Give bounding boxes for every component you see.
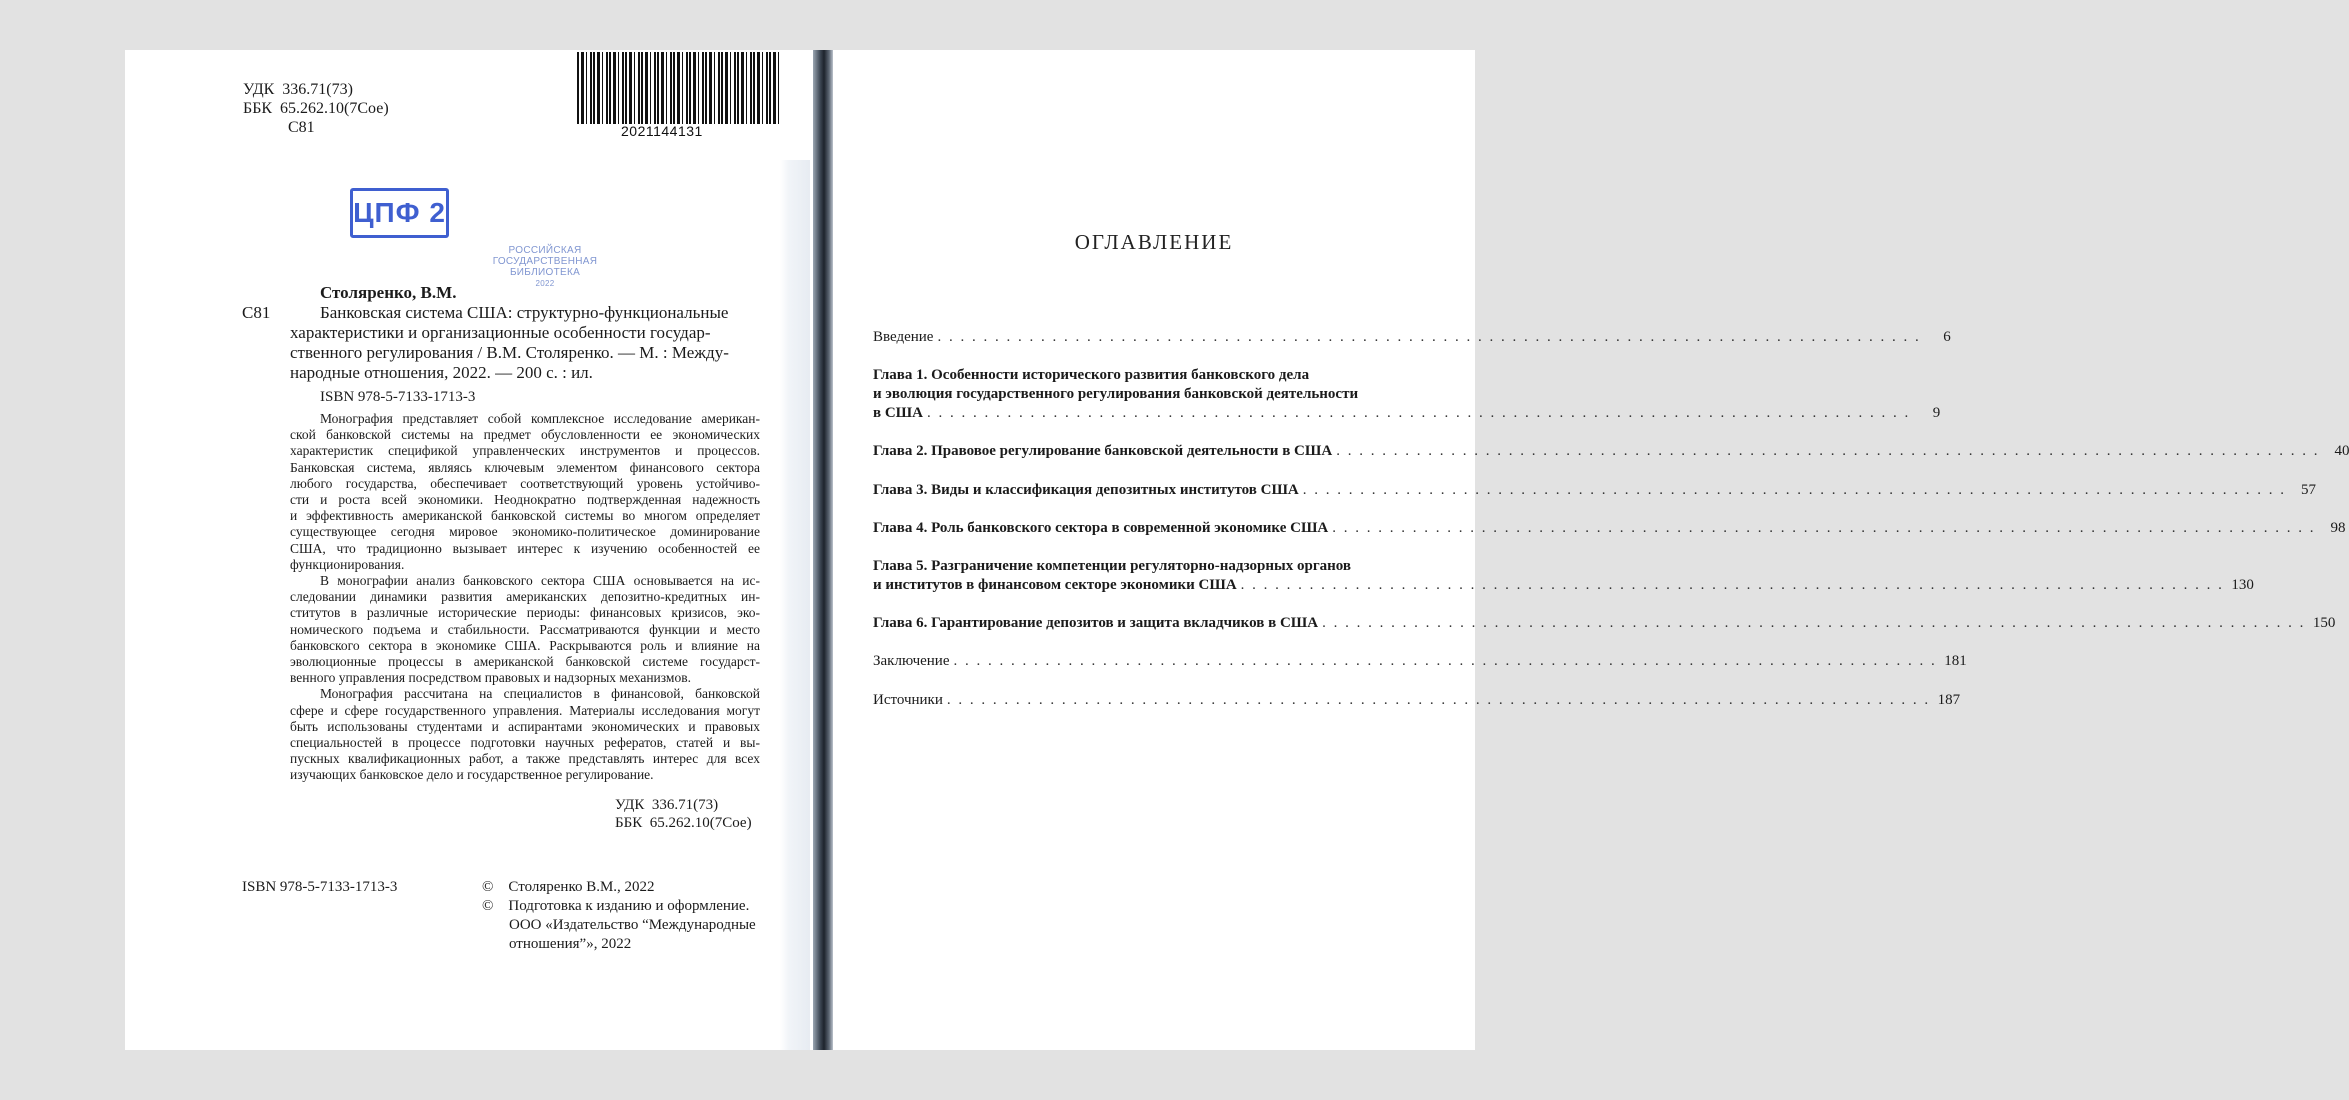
toc-page-number: 98 — [2330, 520, 2346, 536]
toc-page-number: 9 — [1932, 405, 1941, 421]
contents-title: ОГЛАВЛЕНИЕ — [1074, 230, 1234, 254]
abstract-line: ской банковской системы на предмет обусловленности ее экономических — [290, 427, 760, 443]
toc-entry-title-line: Глава 1. Особенности исторического развития банковского дела — [873, 367, 1310, 383]
toc-entry — [873, 442, 2349, 461]
toc-page-number: 40 — [2334, 443, 2349, 459]
toc-entry — [873, 691, 1961, 710]
cpf-stamp: ЦПФ 2 — [350, 188, 449, 238]
abstract-line: Банковская система, являясь ключевым элементом финансового сектора — [290, 459, 760, 475]
toc-leader-dots: . . . . . . . . . . . . . . . . . . . . . . . . . . . . . . . . . . . . . . . . . . . . . . . . . . . . . . . . . . . . . . . . . . . . . . . . . . . . . . . . . . . . . . — [1336, 443, 2320, 459]
toc-leader-dots: . . . . . . . . . . . . . . . . . . . . . . . . . . . . . . . . . . . . . . . . . . . . . . . . . . . . . . . . . . . . . . . . . . . . . . . . . . . . . . . . . . . . . . — [953, 653, 1937, 669]
toc-leader-dots: . . . . . . . . . . . . . . . . . . . . . . . . . . . . . . . . . . . . . . . . . . . . . . . . . . . . . . . . . . . . . . . . . . . . . . . . . . . . . . . . . . . . . . — [946, 692, 1931, 708]
abstract-line: любого государства, обеспечивает соответствующий уровень устойчиво- — [290, 475, 760, 491]
toc-leader-dots: . . . . . . . . . . . . . . . . . . . . . . . . . . . . . . . . . . . . . . . . . . . . . . . . . . . . . . . . . . . . . . . . . . . . . . . . . . . . . . . . . . . . . . — [1332, 520, 2316, 536]
toc-leader-dots: . . . . . . . . . . . . . . . . . . . . . . . . . . . . . . . . . . . . . . . . . . . . . . . . . . . . . . . . . . . . . . . . . . . . . . . . . . . . . . . . . . . . . . — [1240, 577, 2224, 593]
toc-entry — [873, 652, 1967, 671]
abstract-line: В монографии анализ банковского сектора США основывается на ис- — [320, 573, 760, 589]
copyright-page — [125, 50, 813, 1050]
abstract — [290, 411, 760, 784]
copyright-author: Столяренко В.М., 2022 — [508, 879, 655, 895]
toc-page-number: 150 — [2312, 615, 2336, 631]
toc-leader-dots: . . . . . . . . . . . . . . . . . . . . . . . . . . . . . . . . . . . . . . . . . . . . . . . . . . . . . . . . . . . . . . . . . . . . . . . . . . . . . . . . . . . . . . — [937, 329, 1921, 345]
copyright-sign: © — [482, 879, 494, 895]
barcode-bars — [577, 52, 782, 124]
toc-entry — [873, 481, 2316, 500]
toc-entry-title: Глава 3. Виды и классификация депозитных институтов США — [873, 482, 1299, 498]
isbn-line: ISBN 978-5-7133-1713-3 — [320, 389, 476, 405]
bib-line: Банковская система США: структурно-функциональные — [320, 303, 729, 322]
toc-page-number: 130 — [2231, 577, 2254, 593]
toc-entry-line — [873, 691, 1961, 710]
abstract-line: эволюционные процессы в американской банковской системе государст- — [290, 654, 760, 670]
bbk-bottom — [615, 814, 752, 833]
toc-entry-title: Глава 6. Гарантирование депозитов и защита вкладчиков в США — [873, 615, 1319, 631]
udk-label: УДК — [615, 797, 645, 813]
contents-page — [833, 50, 2349, 1050]
bib-line: народные отношения, 2022. — 200 с. : ил. — [290, 363, 593, 382]
abstract-line: Монография представляет собой комплексное исследование американ- — [320, 411, 760, 426]
abstract-line: функционирования. — [290, 556, 405, 572]
udk-value: 336.71(73) — [651, 797, 719, 813]
library-stamp-line: 2022 — [535, 279, 555, 288]
udk-bottom — [615, 796, 718, 815]
abstract-line: ститутов в различные исторические периоды: финансовых кризисов, эко- — [290, 605, 760, 621]
abstract-line: изучающих банковское дело и государственное регулирование. — [290, 767, 654, 783]
bbk-label: ББК — [243, 100, 273, 117]
bib-line: характеристики и организационные особенности государ- — [290, 323, 711, 342]
copyright-line — [482, 878, 756, 897]
abstract-line: сти и роста всей экономики. Неоднократно подтвержденная надежность — [290, 492, 760, 508]
toc-entry-title: Заключение — [873, 653, 950, 669]
abstract-line: венного управления посредством правовых и надзорных механизмов. — [290, 670, 691, 686]
abstract-line: следовании динамики развития американских депозитно-кредитных ин- — [290, 589, 760, 605]
toc-leader-dots: . . . . . . . . . . . . . . . . . . . . . . . . . . . . . . . . . . . . . . . . . . . . . . . . . . . . . . . . . . . . . . . . . . . . . . . . . . . . . . . . . . . . . . — [1302, 482, 2286, 498]
toc-page-number: 187 — [1937, 692, 1961, 708]
toc-entry-line — [873, 328, 1951, 347]
abstract-line: существующее сегодня мировое экономико-политическое доминирование — [290, 524, 760, 540]
library-stamp — [485, 245, 605, 289]
toc-entry-line — [873, 442, 2349, 461]
library-stamp-line: БИБЛИОТЕКА — [509, 267, 581, 278]
toc-entry-line — [873, 404, 1941, 423]
abstract-line: номического подъема и стабильности. Рассматриваются функции и место — [290, 621, 760, 637]
toc-leader-dots: . . . . . . . . . . . . . . . . . . . . . . . . . . . . . . . . . . . . . . . . . . . . . . . . . . . . . . . . . . . . . . . . . . . . . . . . . . . . . . . . . . . . . . — [1322, 615, 2306, 631]
toc-entry — [873, 366, 1941, 423]
copyright-line — [482, 897, 756, 916]
abstract-line: быть использованы студентами и аспирантами экономических и правовых — [290, 718, 760, 734]
abstract-line: и эффективность американской банковской системы во многом определяет — [290, 508, 760, 524]
copyright-block — [482, 878, 756, 954]
toc-entry-title-line: Глава 5. Разграничение компетенции регуляторно-надзорных органов — [873, 558, 1352, 574]
toc-entry — [873, 328, 1951, 347]
page-edge-strip — [780, 160, 810, 1050]
abstract-line: США, что традиционно вызывает интерес к изучению особенностей ее — [290, 540, 760, 556]
toc-entry-line — [873, 576, 2254, 595]
abstract-line: характеристик спецификой управленческих инструментов и процессов. — [290, 443, 760, 459]
abstract-line: банковского сектора в экономике США. Раскрываются роль и влияние на — [290, 637, 760, 653]
abstract-line: сфере и сфере государственного управления. Материалы исследования могут — [290, 702, 760, 718]
copyright-line: ООО «Издательство “Международные — [509, 917, 756, 933]
abstract-line: пускных квалификационных работ, а также представлять интерес для всех — [290, 751, 760, 767]
toc-entry-title: Глава 2. Правовое регулирование банковской деятельности в США — [873, 443, 1333, 459]
author-code-top: С81 — [288, 119, 315, 136]
bibliographic-description — [290, 303, 760, 383]
author-name: Столяренко, В.М. — [320, 283, 457, 302]
library-stamp-line: ГОСУДАРСТВЕННАЯ — [492, 256, 598, 267]
author-code-side: С81 — [242, 303, 271, 322]
toc-entry-title-line: и эволюция государственного регулирования банковской деятельности — [873, 386, 1359, 402]
toc-entry-title: Введение — [873, 329, 934, 345]
udk-value: 336.71(73) — [282, 81, 353, 98]
toc-entry — [873, 519, 2346, 538]
book-spine — [813, 50, 833, 1050]
toc-entry-title: Глава 4. Роль банковского сектора в современной экономике США — [873, 520, 1329, 536]
copyright-publisher: Подготовка к изданию и оформление. — [508, 898, 750, 914]
udk-label: УДК — [243, 81, 275, 98]
toc-leader-dots: . . . . . . . . . . . . . . . . . . . . . . . . . . . . . . . . . . . . . . . . . . . . . . . . . . . . . . . . . . . . . . . . . . . . . . . . . . . . . . . . . . . . . . — [927, 405, 1911, 421]
toc-entry-title: и институтов в финансовом секторе экономики США — [873, 577, 1237, 593]
toc-page-number: 6 — [1943, 329, 1951, 345]
toc-entry-title: Источники — [873, 692, 943, 708]
toc-entry-line — [873, 481, 2316, 500]
bbk-value: 65.262.10(7Сое) — [649, 815, 752, 831]
toc-entry-line — [873, 519, 2346, 538]
copyright-sign: © — [482, 898, 494, 914]
abstract-line: специальностей в процессе подготовки научных рефератов, статей и вы- — [290, 735, 760, 751]
toc-entry-line — [873, 652, 1967, 671]
toc-entry-title: в США — [873, 405, 923, 421]
udk-top — [243, 80, 353, 99]
barcode — [577, 50, 807, 160]
isbn-bottom: ISBN 978-5-7133-1713-3 — [242, 879, 398, 895]
bib-line: ственного регулирования / В.М. Столяренко. — М. : Между- — [290, 343, 729, 362]
copyright-line: отношения”», 2022 — [509, 936, 632, 952]
toc-entry — [873, 614, 2336, 633]
bbk-label: ББК — [615, 815, 643, 831]
library-stamp-line: РОССИЙСКАЯ — [508, 245, 582, 256]
bbk-top — [243, 99, 389, 118]
toc-page-number: 57 — [2301, 482, 2316, 498]
toc-entry — [873, 557, 2254, 595]
toc-entry-line — [873, 614, 2336, 633]
barcode-number: 2021144131 — [621, 123, 703, 139]
abstract-line: Монография рассчитана на специалистов в финансовой, банковской — [320, 686, 760, 702]
book-spread — [125, 50, 2349, 1050]
bbk-value: 65.262.10(7Сое) — [280, 100, 389, 117]
toc-page-number: 181 — [1944, 653, 1967, 669]
